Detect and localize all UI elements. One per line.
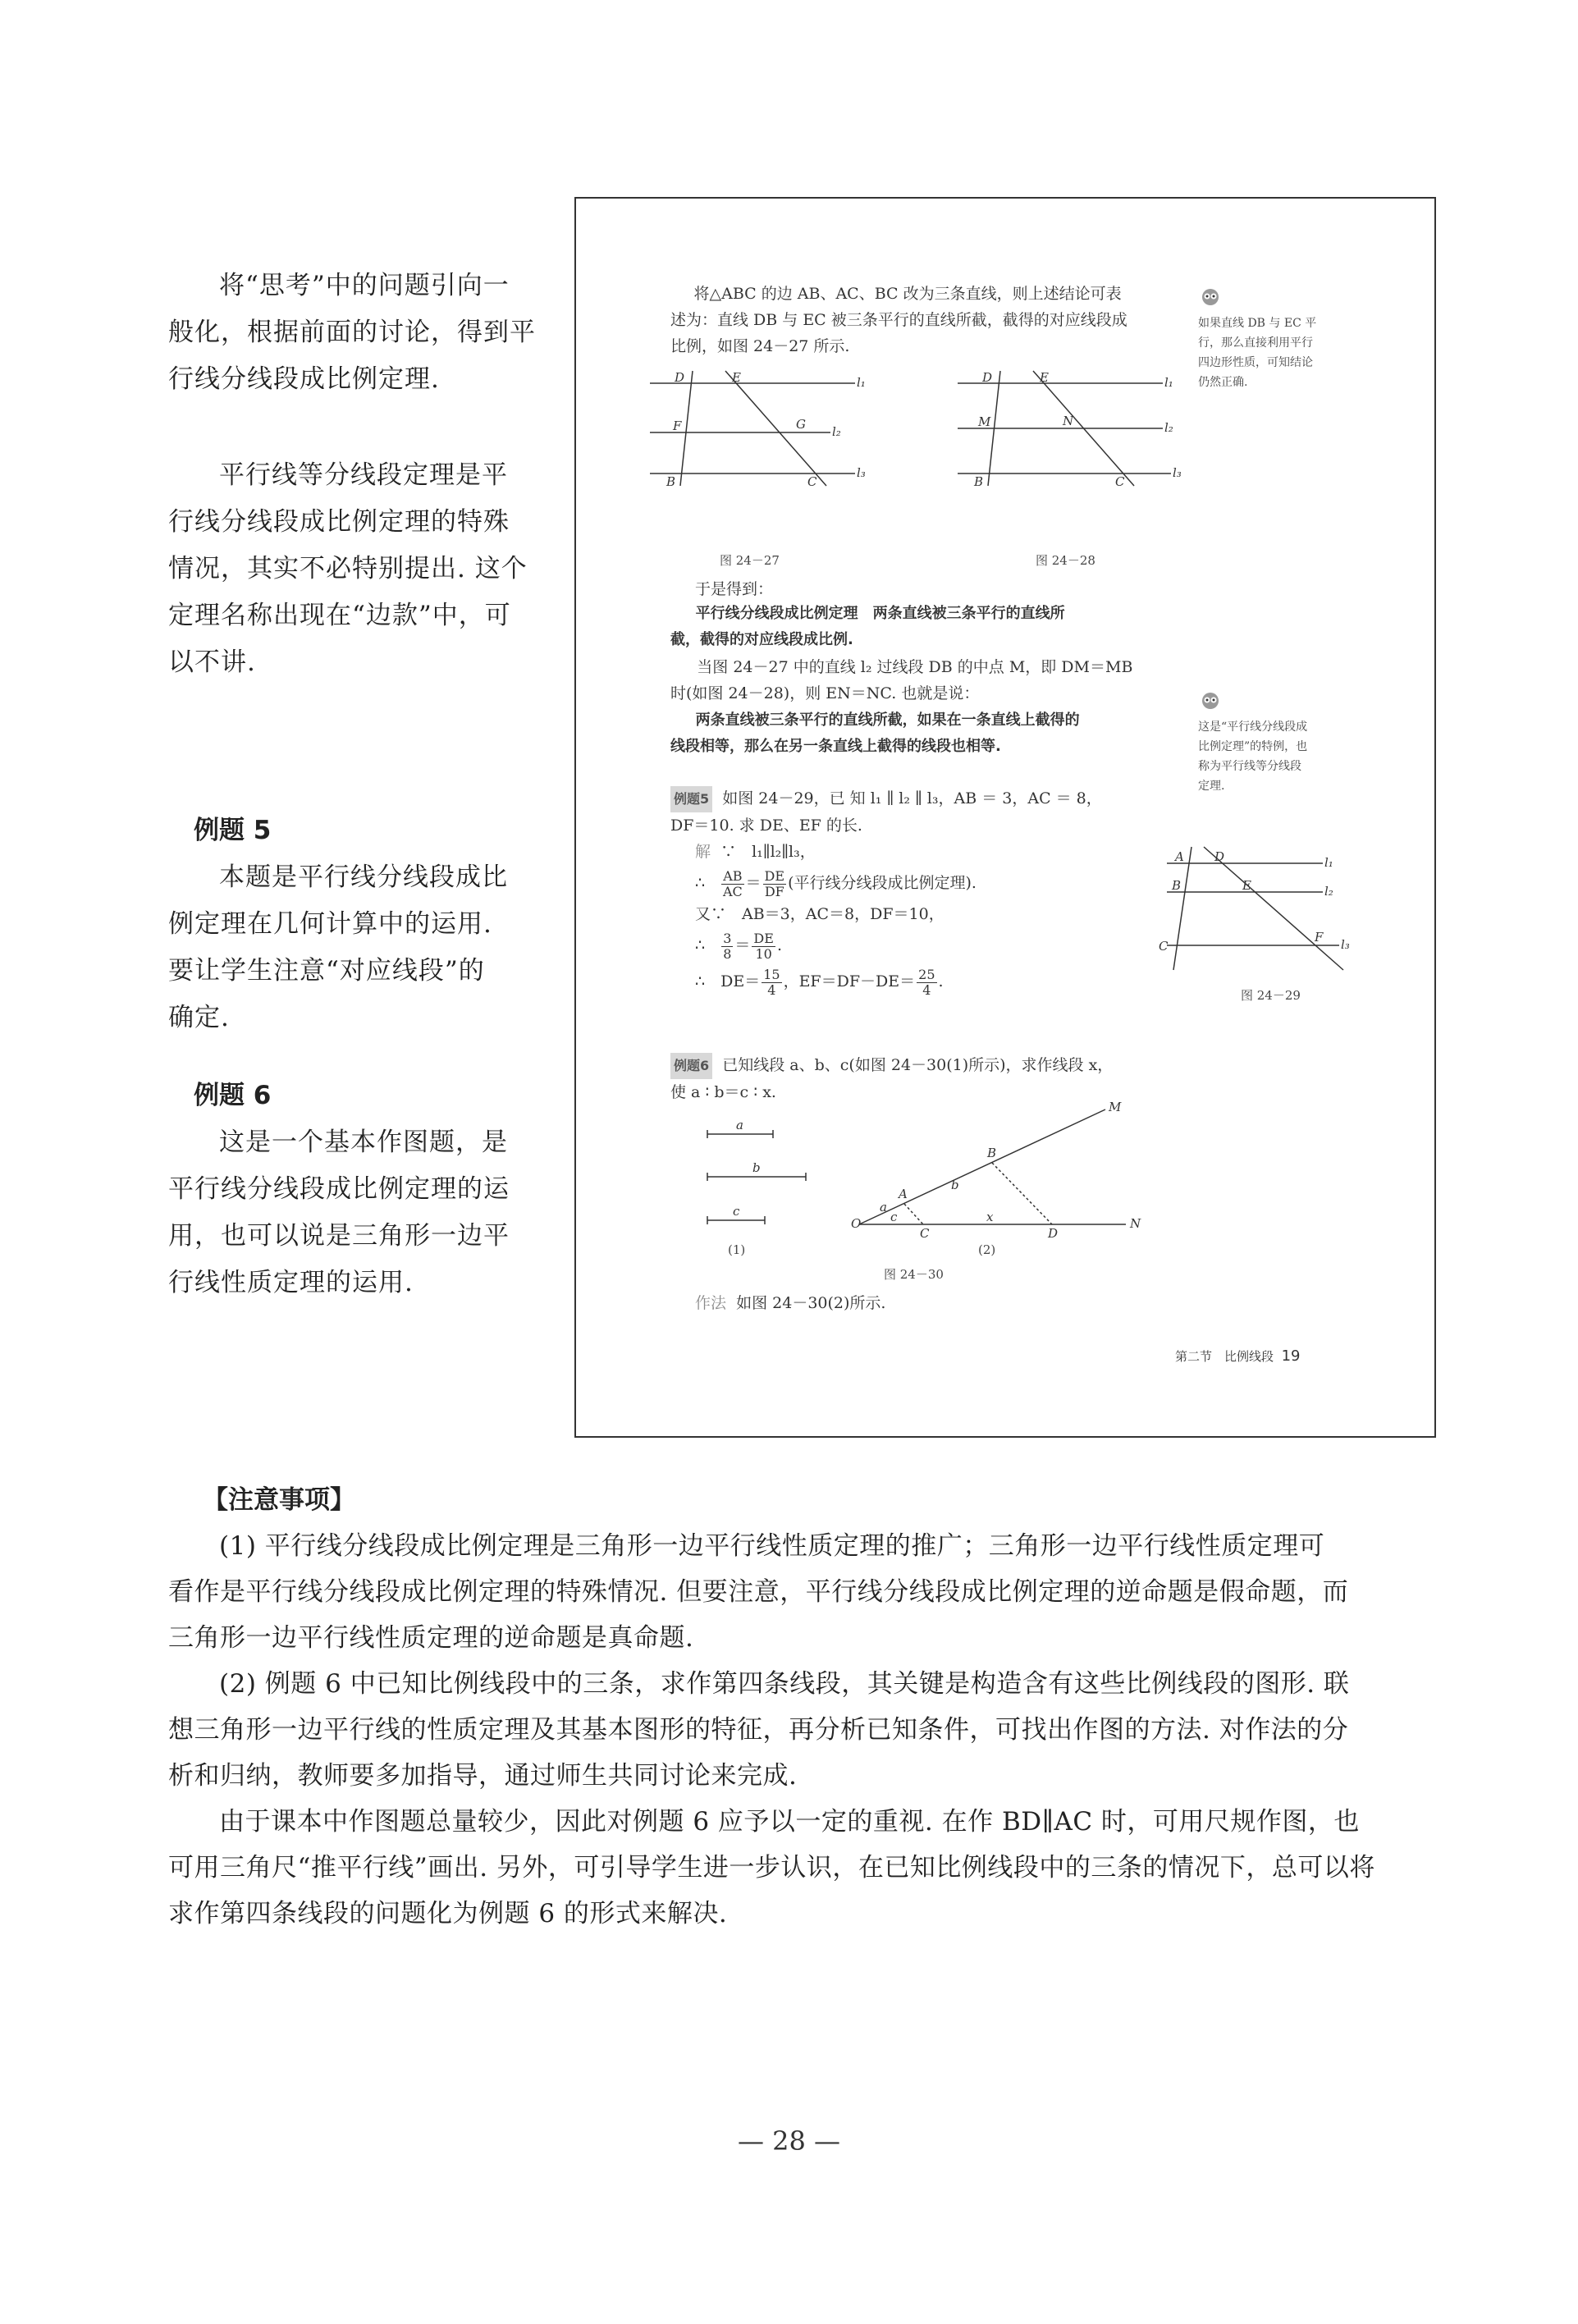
notes-title: 【注意事项】 — [203, 1485, 355, 1515]
fig29-label: l₂ — [1324, 884, 1333, 899]
fig28-label: D — [982, 370, 993, 385]
inset-intro: 将△ABC 的边 AB、AC、BC 改为三条直线，则上述结论可表 述为：直线 DB 与 EC 被三条平行的直线所截，截得的对应线段成 比例，如图 24－27 所示. — [670, 285, 1127, 355]
sidebar-example5-title: 例题 5 — [194, 816, 272, 845]
example5-solution: 解 ∵ l₁∥l₂∥l₃， ∴ $\frac{AB}{AC}$ ＝ $\frac{DE}{DF}$ (平行线分线段成比例定理). 又∵ AB＝3，AC＝8，DF＝10， ∴ $\frac{3}{8}$ ＝ $\frac{DE}{10}$ . ∴ DE＝ $\frac{15}{4}$ ，EF＝DF－DE＝ $\frac{25}{4}$ . — [695, 839, 1204, 1000]
fig29-line-abc — [1173, 847, 1192, 970]
line-ac — [904, 1204, 923, 1224]
example6-problem: 例题6 已知线段 a、b、c(如图 24－30(1)所示)，求作线段 x， 使 a ∶ b＝c ∶ x. — [670, 1052, 1261, 1105]
method-line: 作法 如图 24－30(2)所示. — [695, 1294, 886, 1312]
notes-item-3: 由于课本中作图题总量较少，因此对例题 6 应予以一定的重视. 在作 BD∥AC 时，可用尺规作图，也 可用三角尺“推平行线”画出. 另外，可引导学生进一步认识，在已知比例线段中的三条的情况下，总可以将 求作第四条线段的问题化为例题 6 的形式来解决. — [168, 1807, 1375, 1928]
notes-section — [168, 1477, 1448, 1937]
fig30-label: x — [986, 1210, 994, 1224]
step-substitute: ∴ $\frac{3}{8}$ ＝ $\frac{DE}{10}$ . — [695, 930, 782, 962]
fig30-label: b — [951, 1178, 959, 1192]
step-result: ∴ DE＝ $\frac{15}{4}$ ，EF＝DF－DE＝ $\frac{25}{4}$ . — [695, 966, 944, 998]
corollary-statement: 两条直线被三条平行的直线所截，如果在一条直线上截得的 线段相等，那么在另一条直线上截得的线段也相等. — [670, 711, 1080, 755]
fig28-caption: 图 24－28 — [1036, 553, 1095, 568]
fig29-label: E — [1242, 878, 1251, 893]
example6-label: 例题6 — [670, 1053, 712, 1079]
figure-24-28 — [958, 370, 1182, 489]
fig30-label: a — [736, 1118, 743, 1132]
fig30-label: b — [752, 1160, 761, 1175]
sidebar-para-special-case: 平行线等分线段定理是平 行线分线段成比例定理的特殊 情况，其实不必特别提出. 这个 定理名称出现在“边款”中，可 以不讲. — [168, 460, 528, 677]
fig27-label: G — [796, 417, 806, 432]
fig30-label: O — [851, 1216, 862, 1231]
fig28-label: N — [1063, 414, 1074, 428]
sidebar-example6-title: 例题 6 — [194, 1081, 272, 1110]
fraction-3-8: $\frac{3}{8}$ — [723, 930, 732, 962]
fig27-label: E — [732, 370, 741, 385]
sidebar-example6: 例题 6 这是一个基本作图题，是 平行线分线段成比例定理的运 用，也可以说是三角形一边平 行线性质定理的运用. — [168, 1073, 554, 1306]
line-bd — [992, 1163, 1052, 1224]
inset-when-text: 当图 24－27 中的直线 l₂ 过线段 DB 的中点 M，即 DM＝MB 时(如图 24－28)，则 EN＝NC. 也就是说： — [670, 658, 1133, 702]
method-label: 作法 — [695, 1294, 727, 1312]
fig29-label: B — [1172, 878, 1182, 893]
inset-footer: 第二节 比例线段 19 — [1175, 1347, 1301, 1365]
notes-item-1: (1) 平行线分线段成比例定理是三角形一边平行线性质定理的推广；三角形一边平行线性质定理可 看作是平行线分线段成比例定理的特殊情况. 但要注意，平行线分线段成比例定理的逆命题是假命题，而 三角形一边平行线性质定理的逆命题是真命题. — [168, 1531, 1349, 1653]
margin-note-special-case: 这是“平行线分线段成 比例定理”的特例，也 称为平行线等分线段 定理. — [1198, 721, 1308, 793]
fig27-label: D — [675, 370, 685, 385]
fraction-ab-ac: $\frac{AB}{AC}$ — [722, 867, 743, 899]
fig28-label: l₃ — [1173, 465, 1182, 480]
sidebar-example5: 例题 5 本题是平行线分线段成比 例定理在几何计算中的运用. 要让学生注意“对应线段”的 确定. — [168, 807, 554, 1041]
fig29-label: A — [1175, 849, 1184, 864]
fig29-caption: 图 24－29 — [1241, 988, 1301, 1003]
figure-24-27 — [650, 370, 866, 489]
fig28-label: B — [974, 474, 984, 489]
fig27-label: B — [666, 474, 676, 489]
fig29-label: D — [1214, 849, 1225, 864]
fig29-label: l₁ — [1324, 855, 1333, 870]
fig27-label: l₂ — [832, 424, 841, 439]
fraction-25-4: $\frac{25}{4}$ — [918, 966, 935, 998]
fig27-label: F — [673, 419, 682, 433]
example5-problem: 例题5 如图 24－29，已 知 l₁ ∥ l₂ ∥ l₃，AB ＝ 3，AC ＝ 8， DF＝10. 求 DE、EF 的长. — [670, 785, 1261, 839]
sidebar-para-generalization: 将“思考”中的问题引向一 般化，根据前面的讨论，得到平 行线分线段成比例定理. — [168, 271, 536, 394]
fig27-label: l₁ — [857, 375, 866, 390]
fig28-label: M — [978, 414, 991, 429]
fig27-line-ec — [725, 371, 826, 486]
fig30-label: c — [890, 1210, 898, 1224]
figure-24-29 — [1150, 847, 1356, 970]
margin-note-parallel: 如果直线 DB 与 EC 平 行，那么直接利用平行 四边形性质，可知结论 仍然正确. — [1198, 317, 1317, 389]
fig30-sub1: (1) — [728, 1242, 746, 1257]
fig30-caption: 图 24－30 — [884, 1267, 944, 1282]
owl-icon — [1200, 691, 1221, 711]
fig27-label: l₃ — [857, 465, 866, 480]
fraction-de-10: $\frac{DE}{10}$ — [753, 930, 774, 962]
example5-label: 例题5 — [670, 786, 712, 812]
sidebar-commentary — [168, 263, 554, 1306]
fig30-label: C — [920, 1226, 930, 1241]
fig28-label: E — [1040, 370, 1049, 385]
fig29-label: F — [1315, 930, 1324, 945]
notes-item-2: (2) 例题 6 中已知比例线段中的三条，求作第四条线段，其关键是构造含有这些比例线段的图形. 联 想三角形一边平行线的性质定理及其基本图形的特征，再分析已知条件，可找出作图的方法. 对作法的分 析和归纳，教师要多加指导，通过师生共同讨论来完成. — [168, 1669, 1350, 1791]
owl-icon — [1200, 287, 1221, 307]
fig27-line-db — [680, 371, 693, 486]
figure-24-30-2 — [851, 1101, 1163, 1241]
theorem-statement: 平行线分线段成比例定理 两条直线被三条平行的直线所 截，截得的对应线段成比例. — [670, 605, 1065, 648]
fig28-label: C — [1115, 474, 1125, 489]
step-ratio: ∴ $\frac{AB}{AC}$ ＝ $\frac{DE}{DF}$ (平行线分线段成比例定理). — [695, 867, 977, 899]
textbook-inset-page — [574, 197, 1436, 1438]
fig30-sub2: (2) — [978, 1242, 996, 1257]
inset-page-number: 19 — [1281, 1347, 1301, 1365]
fraction-15-4: $\frac{15}{4}$ — [763, 966, 780, 998]
fig30-label: A — [899, 1187, 908, 1201]
fig29-line-def — [1204, 847, 1343, 970]
fig30-label: a — [880, 1200, 887, 1215]
fig30-label: M — [1109, 1100, 1122, 1114]
fig28-label: l₂ — [1164, 420, 1173, 435]
fig29-label: C — [1159, 939, 1169, 954]
fig30-label: N — [1130, 1216, 1141, 1231]
fig30-label: D — [1048, 1226, 1059, 1241]
fig29-label: l₃ — [1341, 937, 1350, 952]
fig27-label: C — [807, 474, 817, 489]
inset-so-text: 于是得到： — [695, 580, 774, 598]
fig30-label: B — [987, 1146, 997, 1160]
fig27-caption: 图 24－27 — [720, 553, 780, 568]
page-number: — 28 — — [737, 2125, 841, 2157]
ray-om — [859, 1109, 1105, 1224]
fraction-de-df: $\frac{DE}{DF}$ — [764, 867, 785, 899]
solve-label: 解 — [695, 843, 711, 861]
fig28-label: l₁ — [1164, 375, 1173, 390]
figure-24-30-1 — [703, 1118, 818, 1241]
fig30-label: c — [733, 1204, 740, 1219]
